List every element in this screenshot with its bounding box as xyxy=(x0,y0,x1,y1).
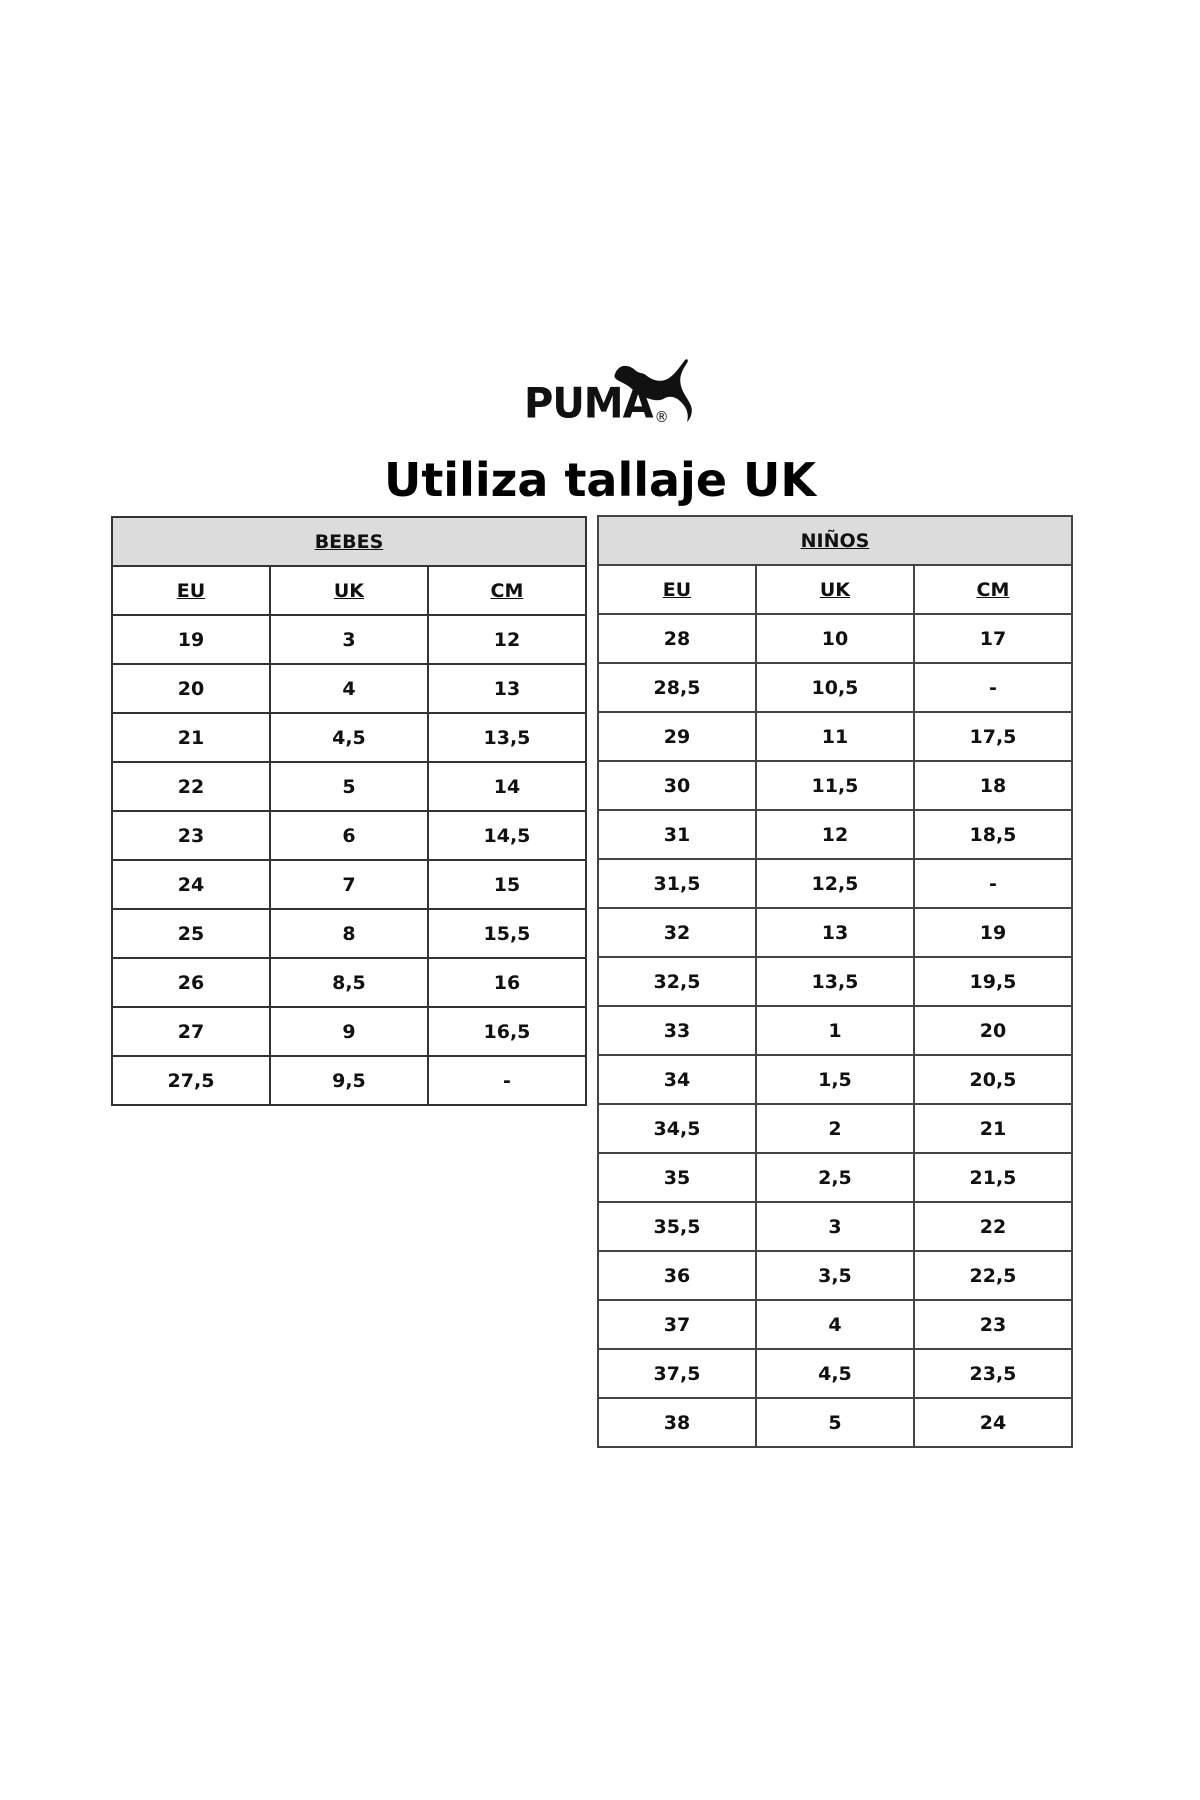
table-row xyxy=(112,762,586,811)
bebes-col-uk: UK xyxy=(270,566,428,615)
table-cell: 4 xyxy=(270,664,428,713)
table-cell: 30 xyxy=(598,761,756,810)
table-cell: 9 xyxy=(270,1007,428,1056)
registered-mark: ® xyxy=(654,409,668,427)
table-cell: 16,5 xyxy=(428,1007,586,1056)
table-cell: 18 xyxy=(914,761,1072,810)
table-cell: 10 xyxy=(756,614,914,663)
bebes-table-title: BEBES xyxy=(112,517,586,566)
table-cell: 35,5 xyxy=(598,1202,756,1251)
table-cell: 4,5 xyxy=(756,1349,914,1398)
table-cell: 17,5 xyxy=(914,712,1072,761)
table-cell: - xyxy=(428,1056,586,1105)
table-cell: 20 xyxy=(914,1006,1072,1055)
table-row xyxy=(112,664,586,713)
table-cell: 11,5 xyxy=(756,761,914,810)
puma-wordmark xyxy=(524,379,668,429)
table-cell: 22 xyxy=(112,762,270,811)
table-cell: 21 xyxy=(112,713,270,762)
bebes-table-body xyxy=(112,615,586,1105)
table-row xyxy=(112,1007,586,1056)
bebes-col-cm: CM xyxy=(428,566,586,615)
table-cell: 19 xyxy=(914,908,1072,957)
table-row xyxy=(598,810,1072,859)
bebes-col-eu: EU xyxy=(112,566,270,615)
table-cell: 12 xyxy=(428,615,586,664)
table-cell: 8,5 xyxy=(270,958,428,1007)
table-cell: 34 xyxy=(598,1055,756,1104)
table-row xyxy=(112,615,586,664)
table-cell: 13,5 xyxy=(428,713,586,762)
ninos-col-eu: EU xyxy=(598,565,756,614)
table-cell: 13,5 xyxy=(756,957,914,1006)
table-cell: 13 xyxy=(428,664,586,713)
ninos-col-uk: UK xyxy=(756,565,914,614)
table-cell: 14,5 xyxy=(428,811,586,860)
table-cell: 26 xyxy=(112,958,270,1007)
table-cell: 22,5 xyxy=(914,1251,1072,1300)
table-cell: 27,5 xyxy=(112,1056,270,1105)
table-row xyxy=(598,614,1072,663)
table-cell: 2 xyxy=(756,1104,914,1153)
table-cell: 15 xyxy=(428,860,586,909)
table-cell: 31,5 xyxy=(598,859,756,908)
table-row xyxy=(598,1202,1072,1251)
table-cell: 24 xyxy=(112,860,270,909)
table-cell: 4 xyxy=(756,1300,914,1349)
table-row xyxy=(598,1251,1072,1300)
table-row xyxy=(598,712,1072,761)
table-cell: 24 xyxy=(914,1398,1072,1447)
table-row xyxy=(112,811,586,860)
table-cell: 3 xyxy=(756,1202,914,1251)
table-row xyxy=(598,1104,1072,1153)
page-title: Utiliza tallaje UK xyxy=(383,453,817,507)
table-row xyxy=(598,1300,1072,1349)
table-row xyxy=(598,1398,1072,1447)
ninos-size-table xyxy=(597,515,1073,1448)
table-cell: 10,5 xyxy=(756,663,914,712)
table-row xyxy=(112,909,586,958)
table-cell: 21,5 xyxy=(914,1153,1072,1202)
table-row xyxy=(112,713,586,762)
table-row xyxy=(112,1056,586,1105)
table-cell: 21 xyxy=(914,1104,1072,1153)
table-cell: 32 xyxy=(598,908,756,957)
table-cell: 11 xyxy=(756,712,914,761)
table-cell: 4,5 xyxy=(270,713,428,762)
table-cell: 12 xyxy=(756,810,914,859)
table-cell: 9,5 xyxy=(270,1056,428,1105)
table-row xyxy=(598,663,1072,712)
table-cell: 8 xyxy=(270,909,428,958)
table-cell: - xyxy=(914,663,1072,712)
table-row xyxy=(598,957,1072,1006)
table-cell: 27 xyxy=(112,1007,270,1056)
table-cell: 19,5 xyxy=(914,957,1072,1006)
table-row xyxy=(598,1006,1072,1055)
table-cell: 28 xyxy=(598,614,756,663)
table-cell: 12,5 xyxy=(756,859,914,908)
ninos-table-title: NIÑOS xyxy=(598,516,1072,565)
table-cell: 29 xyxy=(598,712,756,761)
table-row xyxy=(598,1055,1072,1104)
table-row xyxy=(112,958,586,1007)
table-cell: 37 xyxy=(598,1300,756,1349)
table-cell: 15,5 xyxy=(428,909,586,958)
table-cell: 25 xyxy=(112,909,270,958)
table-cell: 3,5 xyxy=(756,1251,914,1300)
table-cell: 19 xyxy=(112,615,270,664)
table-cell: 6 xyxy=(270,811,428,860)
table-row xyxy=(598,761,1072,810)
ninos-col-cm: CM xyxy=(914,565,1072,614)
table-cell: 18,5 xyxy=(914,810,1072,859)
table-cell: 23,5 xyxy=(914,1349,1072,1398)
table-cell: 1 xyxy=(756,1006,914,1055)
table-row xyxy=(112,860,586,909)
table-row xyxy=(598,1349,1072,1398)
table-cell: 1,5 xyxy=(756,1055,914,1104)
bebes-size-table xyxy=(111,516,587,1106)
table-row xyxy=(598,908,1072,957)
table-cell: 31 xyxy=(598,810,756,859)
table-cell: 23 xyxy=(112,811,270,860)
table-cell: 33 xyxy=(598,1006,756,1055)
table-cell: 5 xyxy=(756,1398,914,1447)
table-cell: 7 xyxy=(270,860,428,909)
table-cell: 3 xyxy=(270,615,428,664)
table-cell: 37,5 xyxy=(598,1349,756,1398)
table-cell: 2,5 xyxy=(756,1153,914,1202)
table-cell: 20 xyxy=(112,664,270,713)
table-cell: 20,5 xyxy=(914,1055,1072,1104)
logo-text: PUMA xyxy=(524,379,653,429)
table-cell: 17 xyxy=(914,614,1072,663)
table-cell: 32,5 xyxy=(598,957,756,1006)
ninos-table-body xyxy=(598,614,1072,1447)
table-row xyxy=(598,859,1072,908)
table-cell: 14 xyxy=(428,762,586,811)
table-cell: 38 xyxy=(598,1398,756,1447)
table-cell: 23 xyxy=(914,1300,1072,1349)
table-cell: - xyxy=(914,859,1072,908)
table-cell: 34,5 xyxy=(598,1104,756,1153)
table-cell: 13 xyxy=(756,908,914,957)
table-cell: 35 xyxy=(598,1153,756,1202)
table-cell: 22 xyxy=(914,1202,1072,1251)
table-cell: 16 xyxy=(428,958,586,1007)
table-cell: 36 xyxy=(598,1251,756,1300)
table-row xyxy=(598,1153,1072,1202)
table-cell: 5 xyxy=(270,762,428,811)
table-cell: 28,5 xyxy=(598,663,756,712)
